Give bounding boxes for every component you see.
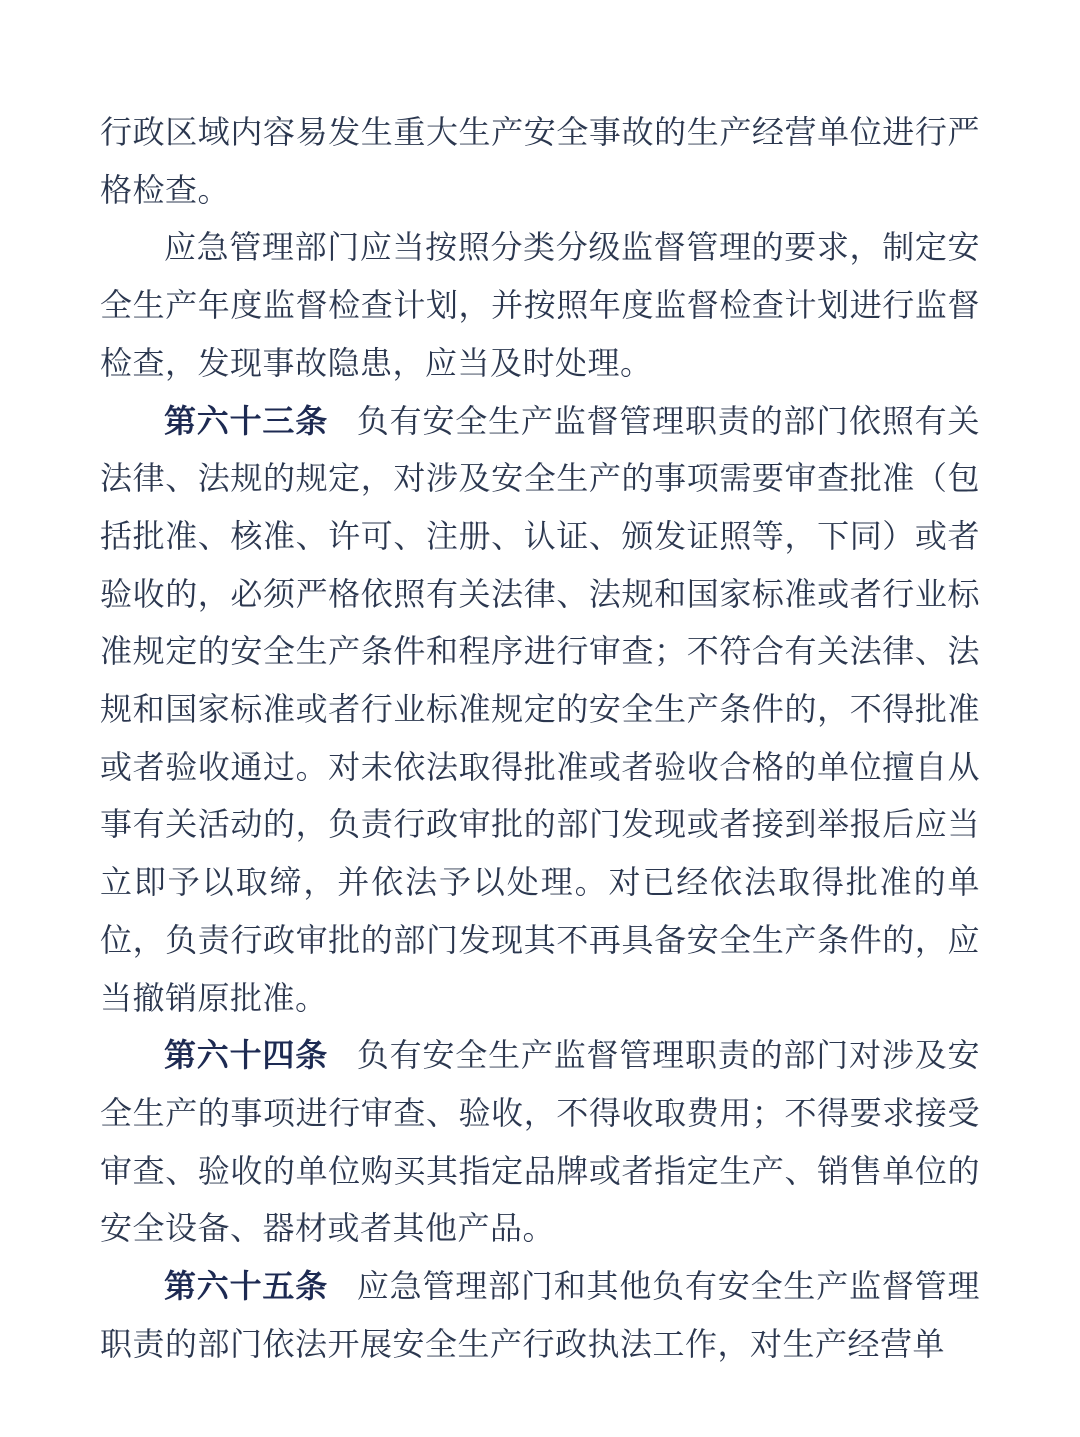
paragraph-article-65	[100, 1258, 980, 1373]
paragraph-article-63	[100, 393, 980, 1028]
article-number-63: 第六十三条	[164, 402, 329, 439]
article-number-64: 第六十四条	[164, 1037, 329, 1074]
paragraph-article-64	[100, 1027, 980, 1258]
article-64-text: 负有安全生产监督管理职责的部门对涉及安全生产的事项进行审查、验收，不得收取费用；不得要求接受审查、验收的单位购买其指定品牌或者指定生产、销售单位的安全设备、器材或者其他产品。	[100, 1037, 980, 1247]
article-63-text: 负有安全生产监督管理职责的部门依照有关法律、法规的规定，对涉及安全生产的事项需要审查批准（包括批准、核准、许可、注册、认证、颁发证照等，下同）或者验收的，必须严格依照有关法律、法规和国家标准或者行业标准规定的安全生产条件和程序进行审查；不符合有关法律、法规和国家标准或者行业标准规定的安全生产条件的，不得批准或者验收通过。对未依法取得批准或者验收合格的单位擅自从事有关活动的，负责行政审批的部门发现或者接到举报后应当立即予以取缔，并依法予以处理。对已经依法取得批准的单位，负责行政审批的部门发现其不再具备安全生产条件的，应当撤销原批准。	[100, 402, 980, 1016]
paragraph-continuation: 行政区域内容易发生重大生产安全事故的生产经营单位进行严格检查。	[100, 114, 980, 208]
article-65-text: 应急管理部门和其他负有安全生产监督管理职责的部门依法开展安全生产行政执法工作，对生产经营单	[100, 1268, 980, 1362]
paragraph-body: 应急管理部门应当按照分类分级监督管理的要求，制定安全生产年度监督检查计划，并按照年度监督检查计划进行监督检查，发现事故隐患，应当及时处理。	[100, 229, 980, 381]
article-number-65: 第六十五条	[164, 1268, 329, 1305]
